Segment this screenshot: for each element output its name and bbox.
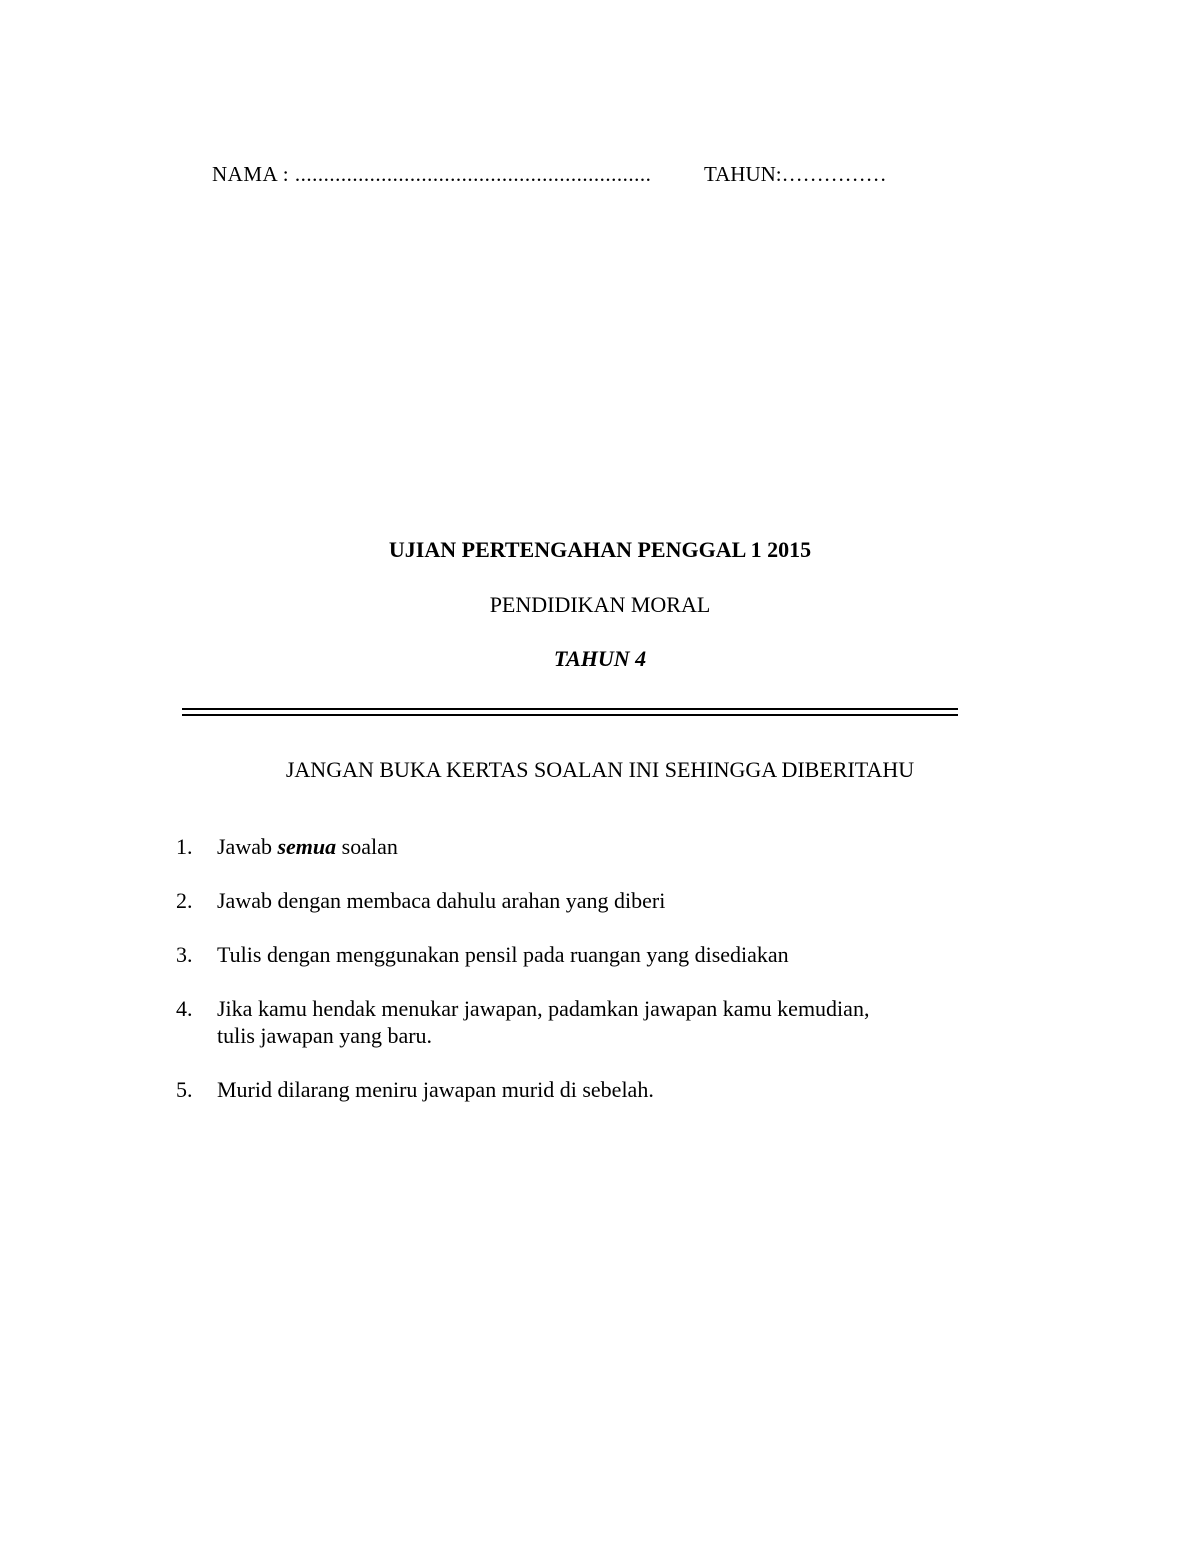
- instruction-text: Jawab dengan membaca dahulu arahan yang diberi: [217, 888, 666, 913]
- instruction-text: Tulis dengan menggunakan pensil pada ruangan yang disediakan: [217, 942, 789, 967]
- instruction-number: 2.: [176, 888, 193, 913]
- instruction-item: [0, 887, 1200, 914]
- instruction-text-before: Jawab: [217, 834, 278, 859]
- instruction-number: 1.: [176, 834, 193, 859]
- instruction-item: [0, 941, 1200, 968]
- year-title: TAHUN 4: [553, 646, 647, 671]
- instruction-text-after: soalan: [336, 834, 398, 859]
- instruction-item: [0, 1076, 1200, 1103]
- warning-notice: JANGAN BUKA KERTAS SOALAN INI SEHINGGA DIBERITAHU: [285, 757, 915, 782]
- instruction-number: 4.: [176, 996, 193, 1021]
- subject-title: PENDIDIKAN MORAL: [489, 592, 711, 617]
- instructions-list: [0, 833, 1200, 1130]
- instruction-emphasis: semua: [277, 834, 337, 859]
- instruction-number: 3.: [176, 942, 193, 967]
- instruction-item: [0, 833, 1200, 860]
- year-field: TAHUN:……………: [704, 162, 887, 186]
- instruction-text: [217, 833, 937, 860]
- instruction-text: [217, 995, 937, 1049]
- instruction-number: 5.: [176, 1077, 193, 1102]
- instruction-line-1: Jika kamu hendak menukar jawapan, padamkan jawapan kamu kemudian,: [217, 996, 870, 1021]
- name-field: NAMA : ..............................................................: [212, 162, 652, 186]
- exam-title: UJIAN PERTENGAHAN PENGGAL 1 2015: [388, 537, 812, 562]
- double-divider: [182, 708, 958, 716]
- instruction-line-2: tulis jawapan yang baru.: [217, 1023, 433, 1048]
- instruction-text: Murid dilarang meniru jawapan murid di sebelah.: [217, 1077, 654, 1102]
- instruction-item: [0, 995, 1200, 1049]
